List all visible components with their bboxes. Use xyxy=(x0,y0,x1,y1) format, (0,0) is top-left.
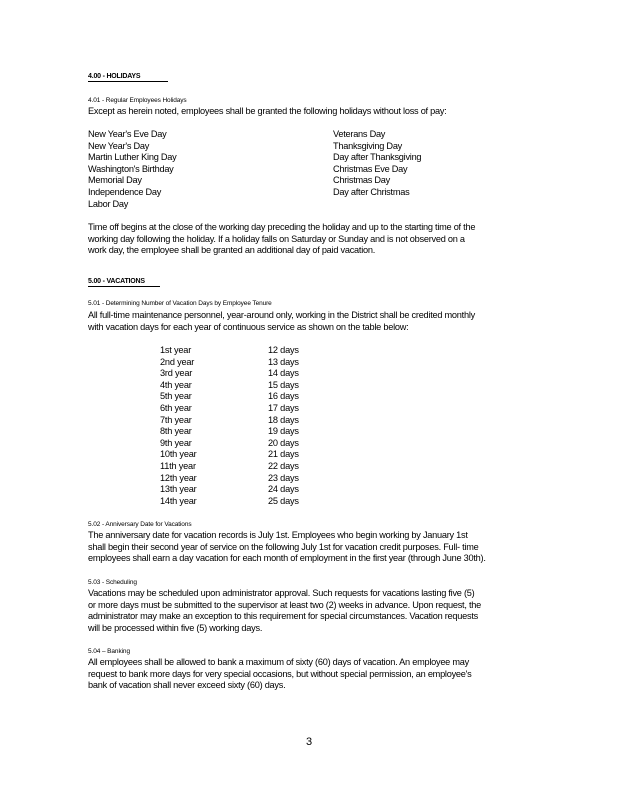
holiday-item: Christmas Eve Day xyxy=(333,163,408,174)
vacation-days-cell: 19 days xyxy=(268,426,299,437)
vacation-days-cell: 16 days xyxy=(268,391,299,402)
paragraph-line: shall begin their second year of service on the following July 1st for vacation credit purposes. Full- time xyxy=(88,541,479,552)
subsection-heading-5-04: 5.04 – Banking xyxy=(88,648,130,655)
vacation-days-table xyxy=(160,345,328,507)
vacation-days-cell: 17 days xyxy=(268,402,299,413)
table-row xyxy=(160,426,328,438)
vacation-days-cell: 23 days xyxy=(268,472,299,483)
table-row xyxy=(160,438,328,450)
table-row xyxy=(160,380,328,392)
table-row xyxy=(160,368,328,380)
table-row xyxy=(160,415,328,427)
holiday-item: Washington's Birthday xyxy=(88,163,174,174)
holiday-item: Memorial Day xyxy=(88,175,142,186)
table-row xyxy=(160,449,328,461)
timeoff-paragraph xyxy=(88,222,548,257)
vacation-days-cell: 15 days xyxy=(268,379,299,390)
subsection-heading-4-01: 4.01 - Regular Employees Holidays xyxy=(88,97,187,104)
vacation-days-cell: 18 days xyxy=(268,414,299,425)
holiday-item: Thanksgiving Day xyxy=(333,140,403,151)
holiday-item: Veterans Day xyxy=(333,129,386,139)
section-heading-holidays: 4.00 - HOLIDAYS xyxy=(88,73,168,82)
table-row xyxy=(160,473,328,485)
table-row xyxy=(160,484,328,496)
holiday-item: Labor Day xyxy=(88,198,129,209)
table-row xyxy=(160,461,328,473)
holiday-item: Independence Day xyxy=(88,186,162,197)
holiday-list-left xyxy=(88,129,176,210)
paragraph-line: with vacation days for each year of continuous service as shown on the table below: xyxy=(88,321,409,332)
tenure-year-cell: 1st year xyxy=(160,345,192,355)
subsection-heading-5-03: 5.03 - Scheduling xyxy=(88,579,137,586)
paragraph-line: will be processed within five (5) working days. xyxy=(88,622,263,633)
holiday-item: Day after Christmas xyxy=(333,186,410,197)
paragraph-line: Vacations may be scheduled upon administrator approval. Such requests for vacations lasting five (5) xyxy=(88,588,475,598)
paragraph-line: or more days must be submitted to the supervisor at least two (2) weeks in advance. Upon request, the xyxy=(88,599,481,610)
table-row xyxy=(160,357,328,369)
tenure-year-cell: 5th year xyxy=(160,391,192,402)
holiday-list-right xyxy=(333,129,421,199)
tenure-year-cell: 7th year xyxy=(160,414,192,425)
vacation-days-cell: 25 days xyxy=(268,495,299,506)
subsection-heading-5-01: 5.01 - Determining Number of Vacation Days by Employee Tenure xyxy=(88,300,272,307)
holidays-intro: Except as herein noted, employees shall be granted the following holidays without loss of pay: xyxy=(88,106,447,116)
vacation-days-cell: 20 days xyxy=(268,437,299,448)
vacation-days-cell: 13 days xyxy=(268,356,299,367)
tenure-year-cell: 2nd year xyxy=(160,356,195,367)
table-row xyxy=(160,496,328,508)
tenure-year-cell: 14th year xyxy=(160,495,197,506)
vacation-eligibility-paragraph xyxy=(88,310,548,333)
paragraph-line: bank of vacation shall never exceed sixty (60) days. xyxy=(88,680,286,691)
tenure-year-cell: 4th year xyxy=(160,379,192,390)
tenure-year-cell: 11th year xyxy=(160,460,196,471)
paragraph-line: The anniversary date for vacation records is July 1st. Employees who begin working by January 1st xyxy=(88,530,468,540)
holiday-item: Christmas Day xyxy=(333,175,390,186)
tenure-year-cell: 10th year xyxy=(160,449,197,460)
vacation-days-cell: 24 days xyxy=(268,484,299,495)
table-row xyxy=(160,345,328,357)
banking-paragraph xyxy=(88,657,548,692)
holiday-item: Martin Luther King Day xyxy=(88,152,177,163)
paragraph-line: administrator may make an exception to this requirement for special circumstances. Vacation requests xyxy=(88,611,478,622)
subsection-heading-5-02: 5.02 - Anniversary Date for Vacations xyxy=(88,521,192,528)
vacation-days-cell: 14 days xyxy=(268,368,299,379)
holiday-item: New Year's Day xyxy=(88,140,150,151)
table-row xyxy=(160,403,328,415)
paragraph-line: work day, the employee shall be granted an additional day of paid vacation. xyxy=(88,245,376,256)
paragraph-line: working day following the holiday. If a holiday falls on Saturday or Sunday and is not observed on a xyxy=(88,233,465,244)
section-heading-vacations: 5.00 - VACATIONS xyxy=(88,278,160,287)
paragraph-line: All employees shall be allowed to bank a maximum of sixty (60) days of vacation. An employee may xyxy=(88,657,469,667)
tenure-year-cell: 12th year xyxy=(160,472,197,483)
tenure-year-cell: 8th year xyxy=(160,426,192,437)
paragraph-line: All full-time maintenance personnel, year-around only, working in the District shall be credited monthly xyxy=(88,310,475,320)
vacation-days-cell: 12 days xyxy=(268,345,299,355)
table-row xyxy=(160,391,328,403)
tenure-year-cell: 13th year xyxy=(160,484,197,495)
page-number: 3 xyxy=(305,736,313,748)
holiday-item: New Year's Eve Day xyxy=(88,129,167,139)
anniversary-date-paragraph xyxy=(88,530,548,565)
tenure-year-cell: 9th year xyxy=(160,437,192,448)
tenure-year-cell: 3rd year xyxy=(160,368,193,379)
paragraph-line: Time off begins at the close of the working day preceding the holiday and up to the starting time of the xyxy=(88,222,476,232)
vacation-days-cell: 22 days xyxy=(268,460,299,471)
paragraph-line: employees shall earn a day vacation for each month of employment in the first year (through June 30th). xyxy=(88,553,486,564)
vacation-days-cell: 21 days xyxy=(268,449,299,460)
paragraph-line: request to bank more days for very special occasions, but without special permission, an employee's xyxy=(88,668,472,679)
tenure-year-cell: 6th year xyxy=(160,402,192,413)
scheduling-paragraph xyxy=(88,588,548,634)
holiday-item: Day after Thanksgiving xyxy=(333,152,422,163)
